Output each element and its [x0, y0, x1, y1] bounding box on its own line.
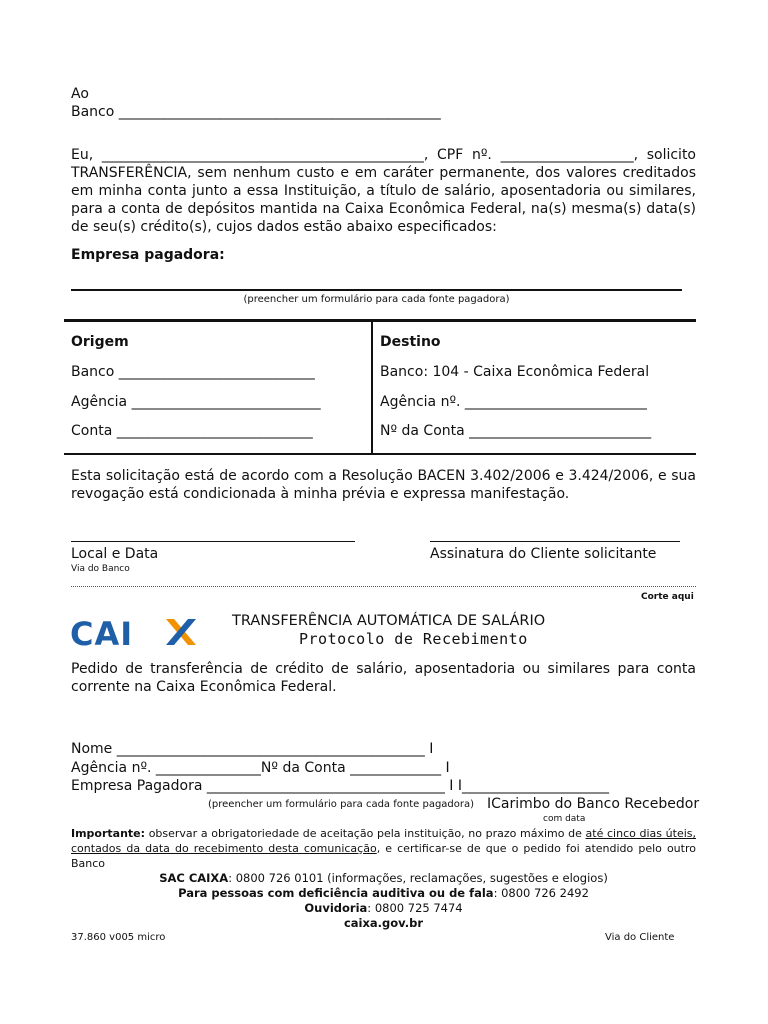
via-banco-label: Via do Banco — [71, 564, 130, 574]
origem-agencia-field[interactable]: Agência ___________________________ — [71, 394, 321, 410]
deficiencia-label: Para pessoas com deficiência auditiva ou de fala — [178, 886, 494, 900]
empresa-field-line[interactable] — [71, 289, 682, 291]
box-bottom-rule — [64, 453, 696, 455]
carimbo-label: ICarimbo do Banco Recebedor — [487, 796, 700, 812]
site-link[interactable]: caixa.gov.br — [343, 916, 424, 930]
ouvidoria-line — [71, 901, 696, 915]
local-data-label: Local e Data — [71, 546, 159, 562]
request-paragraph: Eu, ______________________________________________, CPF nº. ___________________, solicito TRANSFERÊNCIA, sem nenhum custo e em caráter permanente, dos valores creditados em minha conta junto a essa Instituição, a título de salário, aposentadoria ou similares, para a conta de depósitos mantida na Caixa Econômica Federal, na(s) mesma(s) data(s) de seu(s) crédito(s), cujos dados estão abaixo especificados: — [71, 147, 696, 235]
deficiencia-line — [71, 886, 696, 900]
importante-text-2: , e certificar-se de que o pedido foi atendido pelo outro Banco — [71, 842, 696, 870]
resolution-paragraph: Esta solicitação está de acordo com a Resolução BACEN 3.402/2006 e 3.424/2006, e sua revogação está condicionada à minha prévia e expressa manifestação. — [71, 468, 696, 502]
via-cliente-label: Via do Cliente — [605, 932, 675, 943]
protocolo-nome-field[interactable]: Nome ____________________________________________ I — [71, 741, 434, 757]
pedido-paragraph: Pedido de transferência de crédito de salário, aposentadoria ou similares para conta corrente na Caixa Econômica Federal. — [71, 661, 696, 695]
protocolo-subtitle: Protocolo de Recebimento — [299, 630, 528, 648]
origem-conta-field[interactable]: Conta ____________________________ — [71, 423, 313, 439]
box-top-rule — [64, 319, 696, 322]
deficiencia-text: : 0800 726 2492 — [493, 886, 589, 900]
local-data-line[interactable] — [71, 541, 355, 542]
destino-agencia-field[interactable]: Agência nº. __________________________ — [380, 394, 647, 410]
bank-field[interactable]: Banco ______________________________________________ — [71, 104, 441, 120]
protocolo-agencia-conta-field[interactable]: Agência nº. _______________Nº da Conta _____________ I — [71, 760, 450, 776]
protocolo-note: (preencher um formulário para cada fonte pagadora) — [208, 799, 475, 810]
svg-text:CAI: CAI — [70, 615, 134, 650]
importante-paragraph — [71, 826, 696, 871]
destino-title: Destino — [380, 334, 441, 350]
sac-label: SAC CAIXA — [159, 871, 229, 885]
importante-label: Importante: — [71, 827, 146, 840]
destino-banco: Banco: 104 - Caixa Econômica Federal — [380, 364, 650, 380]
ouvidoria-label: Ouvidoria — [304, 901, 368, 915]
addressee-label: Ao — [71, 86, 89, 102]
com-data-label: com data — [543, 814, 586, 824]
origem-banco-field[interactable]: Banco ____________________________ — [71, 364, 315, 380]
empresa-label: Empresa pagadora: — [71, 247, 225, 263]
sac-text: : 0800 726 0101 (informações, reclamações, sugestões e elogios) — [228, 871, 608, 885]
protocolo-title: TRANSFERÊNCIA AUTOMÁTICA DE SALÁRIO — [232, 613, 546, 629]
caixa-logo — [70, 614, 198, 650]
origem-title: Origem — [71, 334, 129, 350]
signature-line[interactable] — [430, 541, 680, 542]
destino-conta-field[interactable]: Nº da Conta __________________________ — [380, 423, 652, 439]
protocolo-empresa-field[interactable]: Empresa Pagadora __________________________________ I I_____________________ — [71, 778, 610, 794]
box-divider — [371, 322, 373, 453]
importante-underline: até cinco dias úteis, contados da data do recebimento desta comunicação — [71, 827, 697, 855]
sac-line — [71, 871, 696, 885]
cut-line — [71, 586, 696, 587]
assinatura-label: Assinatura do Cliente solicitante — [430, 546, 657, 562]
corte-aqui-label: Corte aqui — [641, 592, 694, 602]
empresa-note: (preencher um formulário para cada fonte pagadora) — [243, 294, 510, 305]
form-code: 37.860 v005 micro — [71, 932, 166, 943]
importante-text-1: observar a obrigatoriedade de aceitação pela instituição, no prazo máximo de — [145, 827, 586, 840]
ouvidoria-text: : 0800 725 7474 — [367, 901, 463, 915]
